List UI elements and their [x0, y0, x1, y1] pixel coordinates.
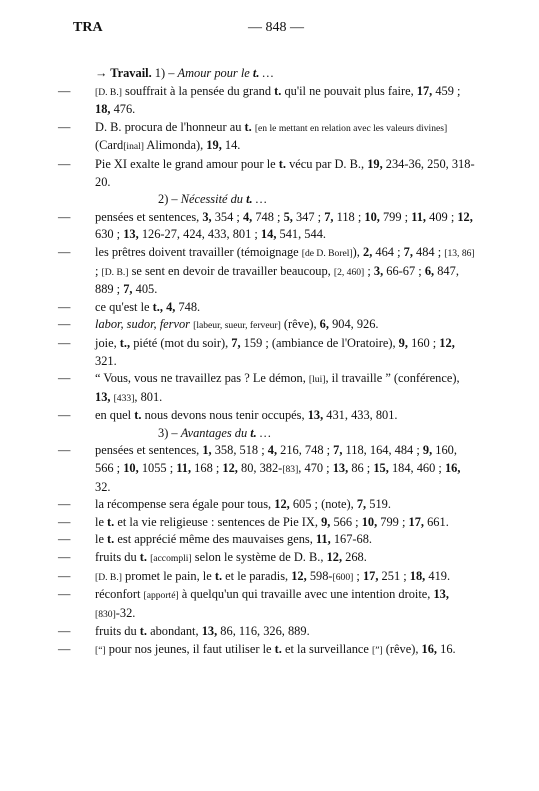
entry-text: 1,: [202, 443, 212, 458]
entry-text: 17,: [408, 514, 425, 529]
entry-text: 3) –: [158, 425, 181, 440]
entry-text: D. B. procura de l'honneur au: [95, 119, 245, 134]
entry-text: 799 ;: [379, 209, 412, 224]
entry-text: 566 ;: [330, 514, 362, 529]
index-entry: [58, 514, 478, 532]
entry-text: t.: [139, 550, 147, 565]
entry-text: Travail.: [110, 66, 152, 80]
entry-text: ;: [364, 263, 374, 278]
entry-text: 405.: [132, 282, 158, 297]
entry-text: 160, 566 ;: [95, 443, 457, 476]
entry-text: 1) –: [151, 66, 178, 80]
entry-text: t.,: [152, 299, 163, 314]
entry-text: (Card: [95, 138, 124, 153]
entry-dash: —: [58, 443, 71, 458]
entry-text: le: [95, 514, 108, 529]
entry-text: 2) –: [158, 192, 181, 207]
entry-heading: [58, 65, 478, 83]
entry-text: 409 ;: [426, 209, 458, 224]
entry-text: [D. B.]: [95, 86, 122, 98]
entry-text: t.: [274, 642, 282, 656]
entry-text: 15,: [373, 461, 389, 476]
entry-text: est apprécié même des mauvaises gens,: [114, 532, 316, 547]
entry-text: 118, 164, 484 ;: [342, 443, 423, 458]
entry-text: 321.: [95, 353, 117, 368]
entry-text: à quelqu'un qui travaille avec une intention droite,: [178, 587, 434, 602]
entry-dash: —: [58, 83, 71, 98]
entry-text: 13,: [307, 408, 324, 423]
entry-dash: —: [58, 642, 71, 656]
entry-text: 2,: [363, 244, 373, 259]
entry-text: t.: [214, 568, 223, 583]
entry-dash: —: [58, 514, 71, 529]
entry-text: 7,: [324, 209, 334, 224]
entry-text: 16,: [444, 461, 461, 476]
entry-text: 18,: [95, 102, 111, 117]
entry-text: 7,: [333, 443, 343, 458]
entry-text: 86, 116, 326, 889.: [217, 624, 310, 639]
index-entries: [58, 65, 478, 660]
entry-text: 11,: [176, 461, 192, 476]
entry-text: , 470 ;: [298, 461, 333, 476]
entry-dash: —: [58, 550, 71, 565]
entry-text: ce qu'est le: [95, 299, 153, 314]
entry-text: 16.: [437, 642, 456, 656]
entry-text: 268.: [342, 550, 367, 565]
entry-text: t.: [139, 624, 147, 639]
index-entry: [58, 568, 478, 587]
entry-text: [13, 86]: [444, 247, 475, 259]
entry-text: Alimonda),: [144, 138, 207, 153]
entry-text: 661.: [424, 514, 449, 529]
entry-text: 484 ;: [412, 244, 445, 259]
entry-text: t.: [252, 66, 260, 80]
entry-text: 9,: [422, 443, 433, 458]
entry-dash: —: [58, 244, 71, 259]
entry-text: [2, 460]: [333, 266, 365, 278]
entry-text: 541, 544.: [276, 227, 326, 242]
entry-text: 4,: [166, 299, 176, 314]
entry-text: selon le système de D. B.,: [191, 550, 327, 565]
entry-dash: —: [58, 532, 71, 547]
entry-text: t.: [250, 425, 257, 440]
entry-text: 748.: [175, 299, 201, 314]
entry-text: joie,: [95, 335, 120, 350]
entry-text: 18,: [409, 568, 426, 583]
entry-text: la récompense sera égale pour tous,: [95, 497, 275, 512]
index-entry: [58, 370, 478, 407]
entry-text: 12,: [326, 550, 343, 565]
entry-text: 354 ;: [211, 209, 243, 224]
entry-text: 419.: [425, 568, 451, 583]
entry-text: 358, 518 ;: [211, 443, 268, 458]
entry-text: 476.: [110, 102, 136, 117]
entry-text: …: [252, 192, 267, 207]
entry-text: [“]: [95, 645, 106, 656]
entry-text: [lui]: [308, 374, 326, 386]
entry-text: (rêve),: [382, 642, 422, 656]
index-entry: [58, 335, 478, 370]
entry-text: et la vie religieuse : sentences de Pie IX,: [114, 514, 322, 529]
entry-text: 904, 926.: [328, 317, 379, 332]
index-entry: [58, 496, 478, 514]
entry-text: 9,: [398, 335, 408, 350]
index-entry: [58, 316, 478, 335]
entry-text: se sent en devoir de travailler beaucoup,: [128, 263, 334, 278]
entry-text: …: [256, 425, 271, 440]
entry-text: souffrait à la pensée du grand: [121, 83, 275, 98]
entry-dash: —: [58, 408, 71, 423]
entry-text: 7,: [403, 244, 413, 259]
entry-text: 126-27, 424, 433, 801 ;: [138, 227, 261, 242]
entry-text: 184, 460 ;: [388, 461, 445, 476]
entry-text: ;: [353, 568, 363, 583]
entry-text: t.: [134, 408, 142, 423]
entry-text: [433]: [113, 392, 135, 404]
entry-text: 3,: [202, 209, 212, 224]
entry-text: 13,: [201, 624, 218, 639]
entry-text: les prêtres doivent travailler (témoignage: [95, 244, 302, 259]
entry-text: 799 ;: [377, 514, 409, 529]
entry-dash: —: [58, 497, 71, 512]
index-entry: [58, 442, 478, 496]
entry-text: 12,: [274, 497, 290, 512]
entry-text: 167-68.: [330, 532, 373, 547]
entry-text: qu'il ne pouvait plus faire,: [281, 83, 417, 98]
entry-text: 86 ;: [348, 461, 374, 476]
index-entry: [58, 641, 478, 660]
entry-text: 12,: [291, 568, 307, 583]
entry-text: fruits du: [95, 624, 140, 639]
entry-text: [D. B.]: [101, 266, 129, 278]
entry-text: fruits du: [95, 550, 140, 565]
running-head: TRA: [73, 20, 103, 35]
entry-text: 4,: [267, 443, 278, 458]
entry-text: 11,: [411, 209, 427, 224]
index-entry: [58, 407, 478, 425]
entry-text: 12,: [222, 461, 238, 476]
entry-text: 118 ;: [333, 209, 365, 224]
entry-text: t.: [107, 532, 115, 547]
entry-text: 459 ;: [432, 83, 461, 98]
entry-text: nous devons nous tenir occupés,: [141, 408, 308, 423]
entry-text: pensées et sentences,: [95, 443, 203, 458]
entry-text: 10,: [361, 514, 378, 529]
entry-text: t.,: [119, 335, 131, 350]
entry-text: (rêve),: [280, 317, 320, 332]
index-entry: [58, 623, 478, 641]
entry-text: t.: [107, 514, 115, 529]
entry-text: “ Vous, vous ne travaillez pas ? Le démon,: [95, 371, 309, 386]
entry-text: réconfort: [95, 587, 144, 602]
entry-text: [D. B.]: [95, 571, 122, 583]
entry-dash: —: [58, 371, 71, 386]
section-heading: [58, 191, 478, 209]
entry-text: -32.: [115, 605, 136, 620]
index-entry: [58, 119, 478, 156]
entry-text: Amour pour le: [177, 66, 253, 80]
entry-text: [830]: [95, 608, 116, 620]
index-entry: [58, 549, 478, 568]
entry-dash: —: [58, 317, 71, 332]
entry-text: 16,: [421, 642, 438, 656]
entry-text: labor, sudor, fervor: [95, 317, 191, 332]
entry-text: 14,: [260, 227, 277, 242]
entry-text: 251 ;: [378, 568, 410, 583]
entry-dash: —: [58, 587, 71, 602]
entry-text: le: [95, 532, 108, 547]
entry-text: t.: [274, 83, 282, 98]
entry-dash: —: [58, 335, 71, 350]
entry-text: 12,: [439, 335, 455, 350]
entry-text: 66-67 ;: [383, 263, 425, 278]
entry-text: 13,: [332, 461, 349, 476]
entry-text: 605 ; (note),: [289, 497, 357, 512]
index-entry: [58, 244, 478, 299]
page-header: [73, 20, 479, 42]
entry-dash: —: [58, 624, 71, 639]
entry-text: 234-36, 250, 318-20.: [95, 156, 475, 189]
entry-text: 4,: [242, 209, 253, 224]
entry-text: 9,: [321, 514, 331, 529]
entry-text: 347 ;: [292, 209, 325, 224]
entry-text: Nécessité du: [180, 192, 247, 207]
entry-text: Pie XI exalte le grand amour pour le: [95, 156, 279, 171]
entry-text: 519.: [366, 497, 391, 512]
entry-text: [labeur, sueur, ferveur]: [193, 320, 281, 332]
index-entry: [58, 156, 478, 191]
index-entry: [58, 299, 478, 317]
entry-text: t.: [246, 192, 253, 207]
entry-dash: —: [58, 119, 71, 134]
index-entry: [58, 531, 478, 549]
entry-text: 19,: [206, 138, 222, 153]
entry-text: 13,: [95, 389, 111, 404]
entry-text: 431, 433, 801.: [323, 408, 398, 423]
entry-text: [en le mettant en relation avec les valeurs divines]: [254, 122, 448, 134]
index-entry: [58, 209, 478, 244]
entry-text: vécu par D. B.,: [285, 156, 368, 171]
entry-text: 216, 748 ;: [277, 443, 334, 458]
entry-text: , il travaille ” (conférence),: [325, 371, 460, 386]
entry-text: t.: [244, 119, 252, 134]
entry-text: 12,: [457, 209, 473, 224]
entry-text: 7,: [123, 282, 133, 297]
entry-text: et la surveillance: [281, 642, 372, 656]
entry-text: 464 ;: [372, 244, 404, 259]
entry-text: 80, 382-: [237, 461, 283, 476]
entry-text: 5,: [283, 209, 293, 224]
entry-text: ;: [95, 263, 102, 278]
entry-text: , 801.: [134, 389, 163, 404]
entry-dash: —: [58, 299, 71, 314]
entry-text: 168 ;: [191, 461, 223, 476]
entry-text: 6,: [424, 263, 435, 278]
entry-dash: —: [58, 209, 71, 224]
entry-text: …: [259, 66, 274, 80]
entry-text: et le paradis,: [222, 568, 292, 583]
index-entry: [58, 83, 478, 119]
entry-dash: —: [58, 568, 71, 583]
index-entry: [58, 586, 478, 623]
entry-text: 3,: [373, 263, 384, 278]
entry-text: [”]: [372, 645, 383, 656]
entry-text: en quel: [95, 408, 135, 423]
entry-text: [accompli]: [150, 553, 192, 565]
entry-text: 160 ;: [407, 335, 440, 350]
entry-text: [600]: [332, 571, 354, 583]
entry-text: 14.: [221, 138, 241, 153]
entry-text: pensées et sentences,: [95, 209, 203, 224]
entry-text: 7,: [356, 497, 367, 512]
entry-text: →: [95, 66, 111, 80]
entry-text: 19,: [367, 156, 383, 171]
entry-text: 598-: [306, 568, 333, 583]
entry-text: 6,: [319, 317, 329, 332]
entry-text: 748 ;: [252, 209, 284, 224]
page-number: — 848 —: [248, 20, 304, 35]
entry-text: [apporté]: [143, 590, 179, 602]
entry-text: 13,: [433, 587, 449, 602]
entry-text: 847, 889 ;: [95, 263, 459, 297]
entry-text: Avantages du: [180, 425, 251, 440]
entry-dash: —: [58, 156, 71, 171]
entry-text: 7,: [231, 335, 241, 350]
entry-text: ),: [352, 244, 363, 259]
entry-text: promet le pain, le: [121, 568, 215, 583]
entry-text: abondant,: [146, 624, 202, 639]
entry-text: t.: [278, 156, 286, 171]
entry-text: [inal]: [123, 141, 144, 153]
entry-text: 10,: [364, 209, 380, 224]
entry-text: pour nos jeunes, il faut utiliser le: [105, 642, 275, 656]
entry-text: 11,: [315, 532, 331, 547]
entry-text: 32.: [95, 479, 111, 494]
entry-text: 17,: [416, 83, 433, 98]
entry-text: 17,: [362, 568, 379, 583]
section-heading: [58, 425, 478, 443]
entry-text: 630 ;: [95, 227, 124, 242]
entry-text: [de D. Borel]: [301, 247, 353, 259]
entry-text: 10,: [123, 461, 139, 476]
entry-text: 1055 ;: [138, 461, 177, 476]
entry-text: 13,: [123, 227, 139, 242]
entry-text: [83]: [282, 464, 299, 476]
entry-text: piété (mot du soir),: [130, 335, 232, 350]
entry-text: 159 ; (ambiance de l'Oratoire),: [240, 335, 399, 350]
